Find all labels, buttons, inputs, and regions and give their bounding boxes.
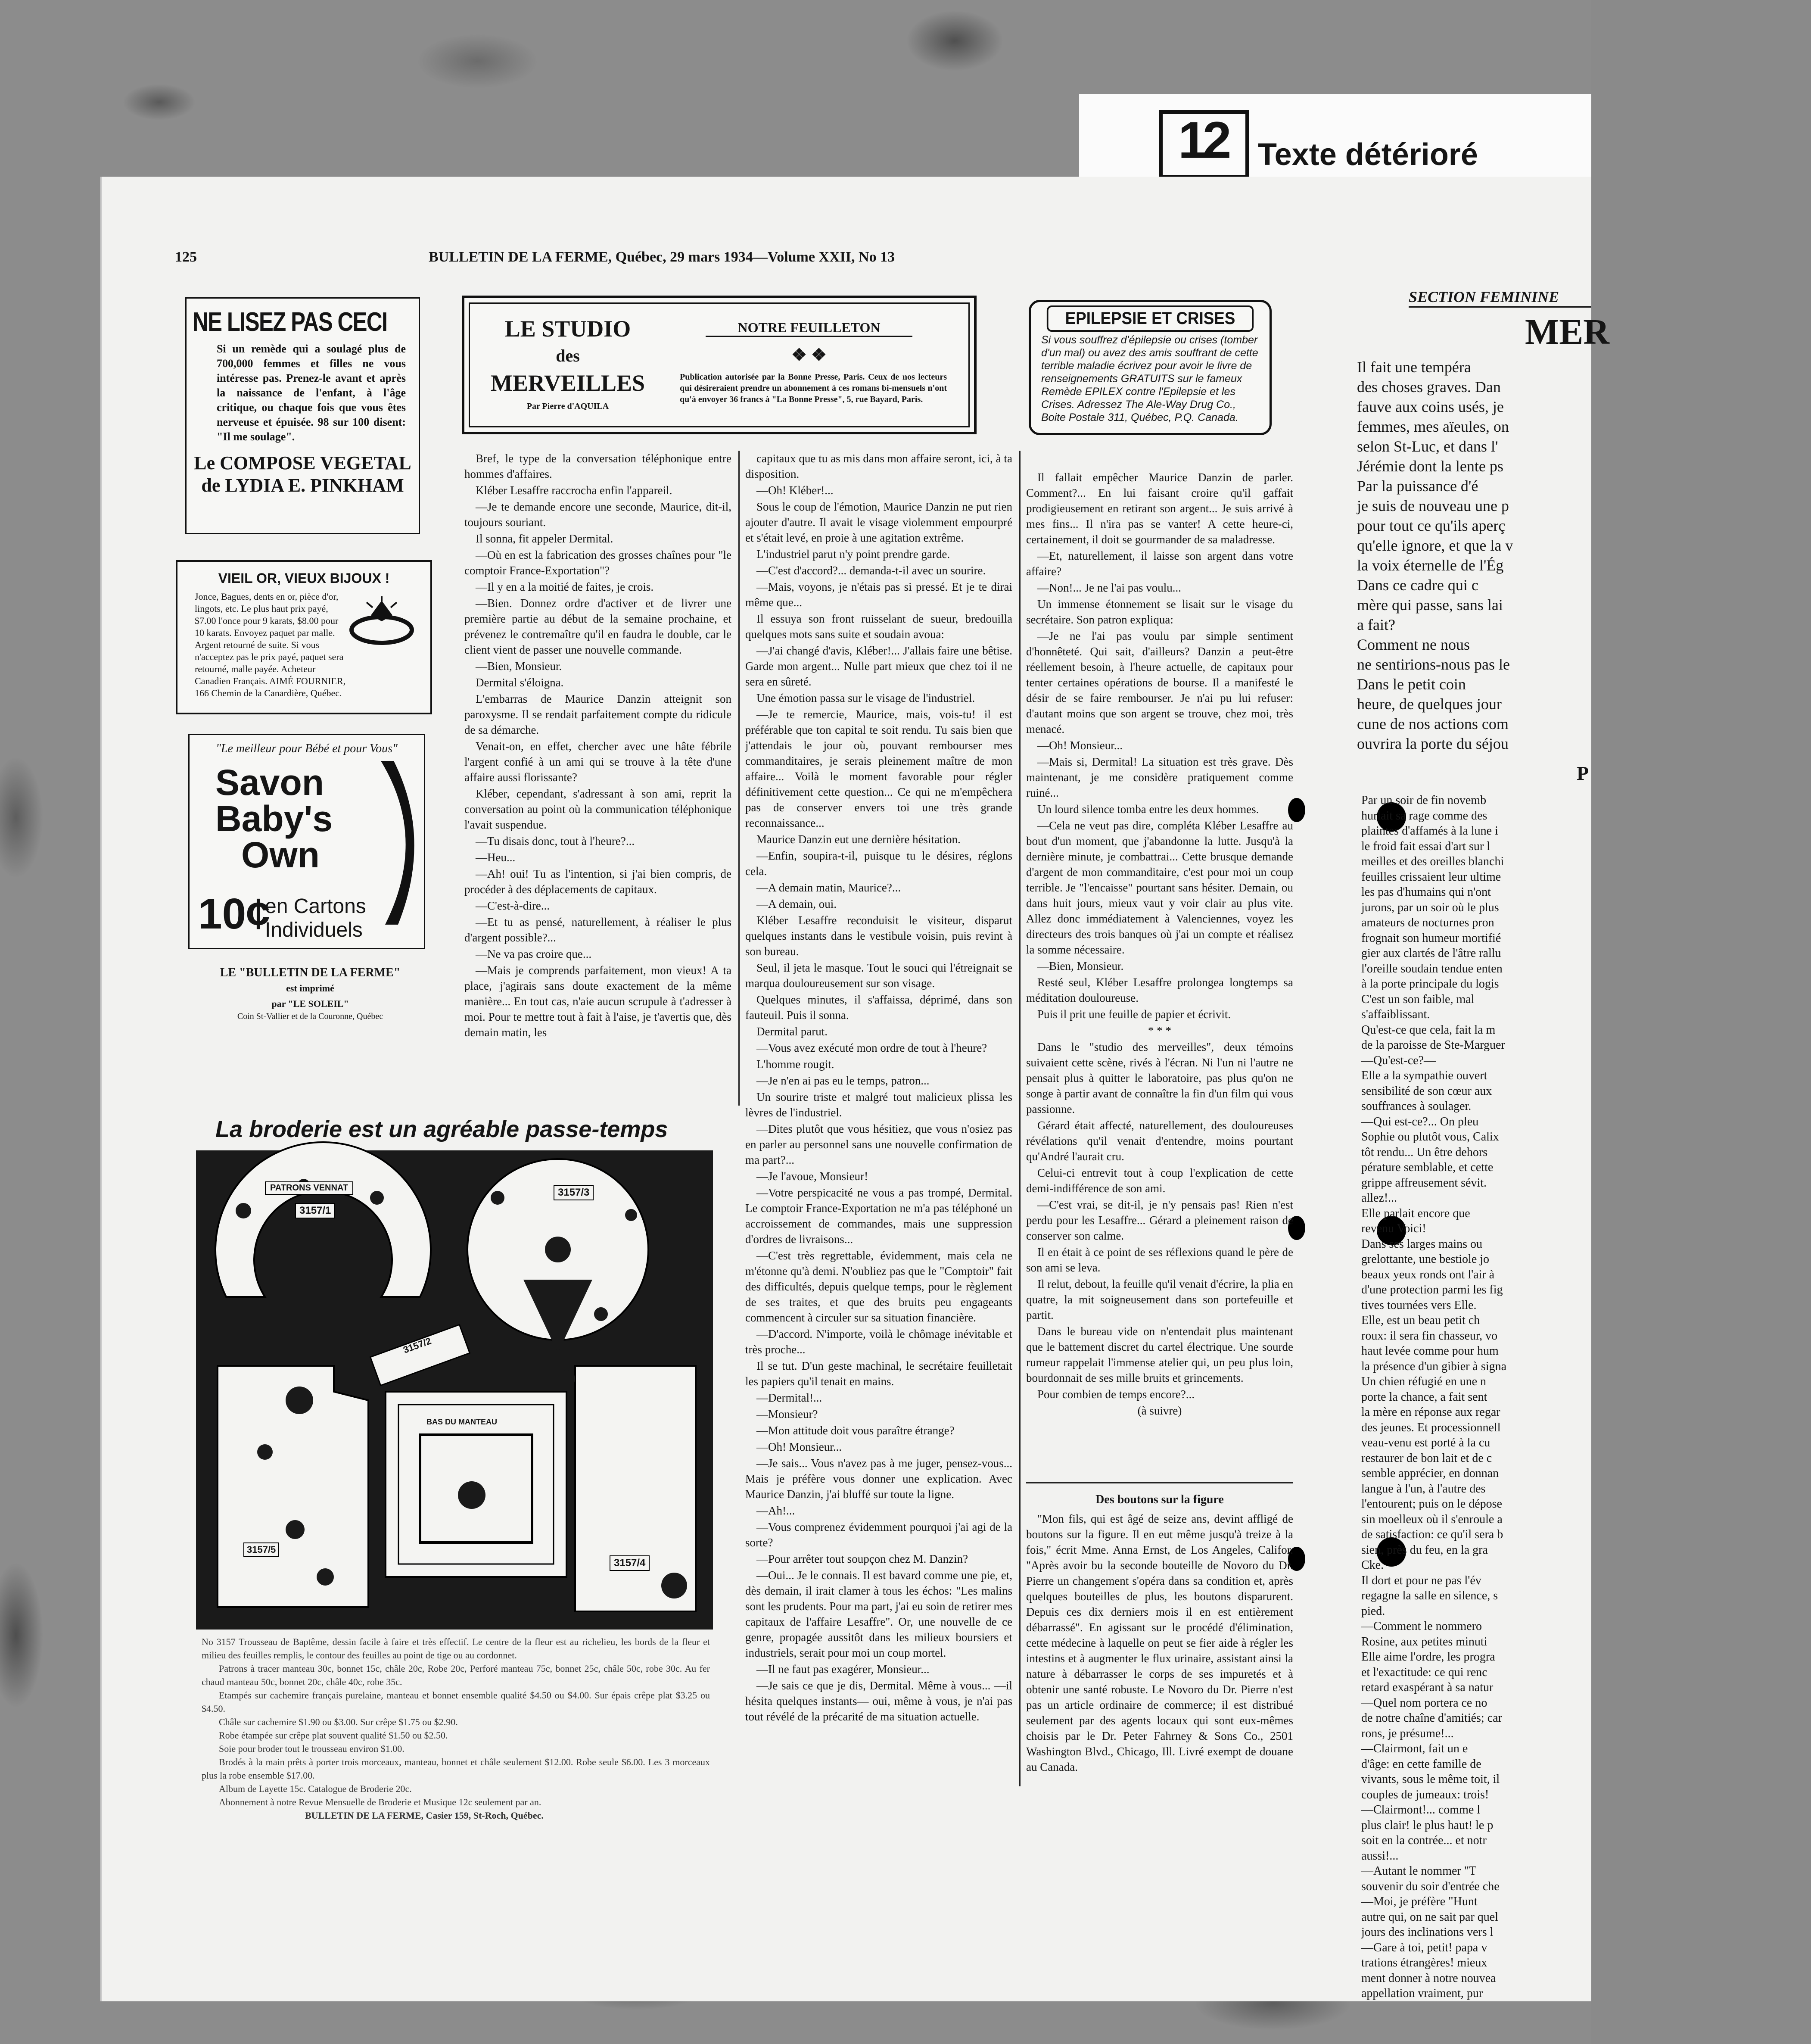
archive-label-text: Texte détérioré [1258, 137, 1478, 172]
paragraph: Par la puissance d'é [1357, 477, 1478, 495]
paragraph: Il relut, debout, la feuille qu'il venait d'écrire, la plia en quatre, la mit soigneusement dans son portefeuille et partit. [1026, 1278, 1293, 1321]
paragraph: Il se tut. D'un geste machinal, le secrétaire feuilletait les papiers qu'il tenait en mains. [745, 1359, 1012, 1388]
serial-title-1: LE STUDIO [504, 316, 631, 342]
paragraph: cune de nos actions com [1357, 715, 1509, 732]
serial-author: Par Pierre d'AQUILA [526, 402, 609, 411]
paragraph: vivants, sous le même toit, il [1361, 1773, 1500, 1786]
paragraph: Dermital s'éloigna. [476, 676, 564, 689]
paragraph: Elle parlait encore que [1361, 1206, 1470, 1220]
paragraph: les pas d'humains qui n'ont [1361, 885, 1491, 899]
paragraph: a fait? [1357, 616, 1395, 633]
paragraph: —Vous comprenez évidemment pourquoi j'ai agi de la sorte? [745, 1521, 1012, 1549]
feminine-story [1361, 793, 1603, 2001]
paragraph: feuilles crissaient leur ultime [1361, 870, 1501, 884]
ad-or-headline: VIEIL OR, VIEUX BIJOUX ! [218, 570, 390, 586]
boutons-rule [1026, 1482, 1293, 1483]
ad-savon-line1: Savon [215, 762, 324, 803]
ad-savon [188, 734, 425, 949]
paragraph: Comment ne nous [1357, 636, 1470, 653]
serial-column-2 [745, 451, 1012, 1725]
paragraph: Maurice Danzin eut une dernière hésitation. [756, 833, 961, 846]
paragraph: —C'est très regrettable, évidemment, mais cela ne m'étonne qu'à demi. N'oubliez pas que le "Comptoir" fait des difficultés, depuis quelque temps, pour le règlement de ses traites, et que des bruits peu engageants commencent à circuler sur sa situation financière. [745, 1249, 1012, 1324]
paragraph: —Oh! Monsieur... [756, 1440, 842, 1453]
paragraph: frognait son humeur mortifié [1361, 931, 1501, 945]
paragraph: des jeunes. Et processionnell [1361, 1421, 1501, 1434]
paragraph: —Mais, voyons, je n'étais pas si pressé. Et je te dirai même que... [745, 580, 1012, 609]
serial-column-3 [1026, 470, 1293, 1419]
paragraph: —Bien, Monsieur. [476, 660, 562, 673]
paragraph: —Il ne faut pas exagérer, Monsieur... [756, 1663, 930, 1676]
paragraph: Jérémie dont la lente ps [1357, 458, 1503, 475]
feminine-column-clip [1357, 358, 1591, 1999]
paragraph: à la porte principale du logis [1361, 977, 1499, 991]
paragraph: ment donner à notre nouvea [1361, 1971, 1496, 1985]
paragraph: —Dermital!... [756, 1391, 822, 1404]
imprint-line4: Coin St-Vallier et de la Couronne, Québec [237, 1012, 383, 1021]
paragraph: Celui-ci entrevit tout à coup l'explication de cette demi-indifférence de son ami. [1026, 1166, 1293, 1195]
paragraph: retard exaspérant à sa natur [1361, 1681, 1494, 1694]
paragraph: C'est un son faible, mal [1361, 992, 1475, 1006]
paragraph: roux: il sera fin chasseur, vo [1361, 1329, 1498, 1343]
pattern-number: 3157/4 [610, 1555, 650, 1571]
paragraph: —Pour arrêter tout soupçon chez M. Danzin? [756, 1552, 968, 1565]
paragraph: Un sourire triste et malgré tout malicieux plissa les lèvres de l'industriel. [745, 1091, 1012, 1119]
paragraph: —Ah!... [756, 1504, 795, 1517]
paragraph: l'entourent; puis on le dépose [1361, 1497, 1502, 1511]
paragraph: —Non!... Je ne l'ai pas voulu... [1037, 581, 1182, 594]
paragraph: beaux yeux ronds ont l'air à [1361, 1268, 1495, 1281]
paragraph: plus clair! le plus haut! le p [1361, 1818, 1494, 1832]
paragraph: trations étrangères! mieux [1361, 1956, 1487, 1969]
paragraph: —Autant le nommer "T [1361, 1864, 1477, 1878]
paragraph: —A demain, oui. [756, 897, 837, 910]
paragraph: —Où en est la fabrication des grosses chaînes pour "le comptoir France-Exportation"? [464, 548, 731, 577]
imprint-line1: LE "BULLETIN DE LA FERME" [220, 966, 401, 979]
caption-line: Album de Layette 15c. Catalogue de Broderie 20c. [219, 1783, 412, 1794]
serial-title-3: MERVEILLES [490, 370, 645, 396]
paragraph: qu'elle ignore, et que la v [1357, 537, 1513, 554]
paragraph: —Ah! oui! Tu as l'intention, si j'ai bien compris, de procéder à des déplacements de capitaux. [464, 867, 731, 896]
damaged-text-logo-icon: 12 [1159, 110, 1249, 179]
paragraph: —Qu'est-ce?— [1361, 1053, 1436, 1067]
paragraph: Sous le coup de l'émotion, Maurice Danzin ne put rien ajouter d'autre. Il avait le visage violemment empourpré et s'était levé, en proie à une agitation extrême. [745, 500, 1012, 544]
paragraph: tives tournées vers Elle. [1361, 1298, 1477, 1312]
paragraph: allez!... [1361, 1191, 1397, 1205]
paragraph: regagne la salle en silence, s [1361, 1589, 1498, 1602]
paragraph: soit en la contrée... et notr [1361, 1834, 1487, 1847]
paragraph: —Il y en a la moitié de faites, je crois. [476, 580, 654, 593]
paragraph: hurlait sa rage comme des [1361, 809, 1487, 823]
paragraph: langue à l'un, à l'autre des [1361, 1482, 1486, 1496]
boutons-title: Des boutons sur la figure [1095, 1493, 1224, 1506]
paragraph: sin moelleux où il s'enroule a [1361, 1512, 1503, 1526]
paragraph: Pour combien de temps encore?... [1037, 1388, 1195, 1401]
paragraph: Quelques minutes, il s'affaissa, déprimé, dans son fauteuil. Puis il sonna. [745, 993, 1012, 1022]
paragraph: mère qui passe, sans lai [1357, 596, 1503, 614]
paragraph: grippe affreusement sévit. [1361, 1176, 1487, 1190]
paragraph: —Et, naturellement, il laisse son argent dans votre affaire? [1026, 549, 1293, 578]
paragraph: Dans le bureau vide on n'entendait plus maintenant que le battement discret du cartel électrique. Une sourde rumeur rappelait l'immense atelier qui, un peu plus loin, bourdonnait de ses mille bruits et grincements. [1026, 1325, 1293, 1384]
ad-savon-price: 10¢ [198, 890, 270, 938]
swoosh-icon [372, 761, 424, 925]
imprint [181, 965, 439, 1022]
serial-title-2: des [556, 346, 580, 365]
paragraph: —C'est-à-dire... [476, 899, 550, 912]
paragraph: —Comment le nommero [1361, 1620, 1482, 1633]
serial-ornament-icon: ❖ ❖ [791, 345, 827, 365]
paragraph: aussi!... [1361, 1849, 1399, 1863]
caption-line: Abonnement à notre Revue Mensuelle de Broderie et Musique 12c seulement par an. [219, 1797, 541, 1807]
paragraph: l'oreille soudain tendue enten [1361, 962, 1503, 975]
paragraph: des choses graves. Dan [1357, 378, 1501, 396]
paragraph: Venait-on, en effet, chercher avec une hâte fébrile l'argent confié à un ami qui se trouve à la tête d'une affaire aussi florissante? [464, 740, 731, 784]
paragraph: semble apprécier, en donnan [1361, 1467, 1499, 1480]
imprint-line3: par "LE SOLEIL" [271, 998, 349, 1009]
paragraph: haut levée comme pour hum [1361, 1344, 1499, 1358]
paragraph: —Vous avez exécuté mon ordre de tout à l'heure? [756, 1041, 987, 1054]
ad-savon-line3: Own [241, 835, 320, 875]
paragraph: jours des inclinations vers l [1361, 1926, 1494, 1939]
paragraph: porte la chance, a fait sent [1361, 1390, 1487, 1404]
paragraph: Un immense étonnement se lisait sur le visage du secrétaire. Son patron expliqua: [1026, 598, 1293, 626]
paragraph: —Mais je comprends parfaitement, mon vieux! A ta place, j'agirais sans doute exactement de la même manière... En tout cas, n'aie aucun scrupule à t'adresser à moi. Pour te mettre tout à fait à l'aise, je t'avertis que, dès demain matin, les [464, 964, 731, 1039]
paragraph: plaintes d'affamés à la lune i [1361, 824, 1498, 838]
paragraph: la présence d'un gibier à signa [1361, 1359, 1507, 1373]
paragraph: de satisfaction: ce qu'il sera b [1361, 1528, 1503, 1541]
paragraph: Il fallait empêcher Maurice Danzin de parler. Comment?... En lui faisant croire qu'il gaffait prodigieusement en retirant son argent... Je suis arrivé à mes fins... Il n'ira pas se vanter! A cette heure-ci, certainement, il doit se gourmander de sa maladresse. [1026, 471, 1293, 546]
paragraph: Il fait une tempéra [1357, 358, 1471, 376]
paragraph: Kléber Lesaffre reconduisit le visiteur, disparut quelques instants dans le vestibule voisin, puis revint à son bureau. [745, 914, 1012, 958]
paragraph: Cke. [1361, 1558, 1384, 1572]
paragraph: Elle a la sympathie ouvert [1361, 1069, 1487, 1082]
paragraph: —Cela ne veut pas dire, compléta Kléber Lesaffre au bout d'un moment, que j'abandonne la lutte. Jusqu'à la dernière minute, je combattrai... Cette brusque demande d'argent de mon commanditaire, c'est pour moi un coup terrible. Je "l'encaisse" pourtant sans hésiter. Demain, ou dans huit jours, mieux vaut y voir clair au plus vite. Allez donc immédiatement à Valenciennes, voyez les directeurs des trois banques où j'ai un compte et réalisez la somme nécessaire. [1026, 819, 1293, 956]
paragraph: Dans le petit coin [1357, 676, 1466, 693]
paragraph: souvenir du soir d'entrée che [1361, 1879, 1500, 1893]
ad-pinkham-body: Si un remède qui a soulagé plus de 700,000 femmes et filles ne vous intéresse pas. Prenez-le avant et après la naissance de l'enfant, à l'âge critique, ou chaque fois que vous êtes nerveuse et épuisée. 98 sur 100 disent: "Il me soulage". [217, 343, 406, 443]
paragraph: d'une protection parmi les fig [1361, 1283, 1503, 1296]
ad-savon-line2: Baby's [215, 798, 333, 839]
label-patrons: PATRONS VENNAT [265, 1181, 353, 1195]
paragraph: Rosine, aux petites minuti [1361, 1635, 1487, 1648]
paragraph: sensibilité de son cœur aux [1361, 1084, 1492, 1098]
feminine-intro [1357, 358, 1598, 753]
paragraph: —Heu... [476, 851, 516, 864]
paragraph: Dans le "studio des merveilles", deux témoins suivaient cette scène, rivés à l'écran. Ni l'un ni l'autre ne pensait plus à quitter le laboratoire, pas plus qu'on ne songe à partir avant de connaître la fin d'un film qui vous passionne. [1026, 1041, 1293, 1115]
paragraph: —Ne va pas croire que... [476, 947, 592, 960]
paragraph: s'affaiblissant. [1361, 1008, 1430, 1021]
boutons-body: "Mon fils, qui est âgé de seize ans, devint affligé de boutons sur la figure. Il en eut même jusqu'à treize à la fois," écrit Mme. Anna Ernst, de Los Angeles, Califor. "Après avoir bu la seconde bouteille de Novoro du Dr. Pierre un changement s'opéra dans sa condition et, après quelques bouteilles de plus, les boutons disparurent. Depuis ces dix derniers mois il en est entièrement débarrassé". En agissant sur le procédé d'élimination, cette médecine à laquelle on peut se fier aide à régler les intestins et à augmenter le flux urinaire, assistant ainsi la nature à débarrasser le corps de ses impuretés et à obtenir une santé robuste. Le Novoro du Dr. Pierre n'est pas un article ordinaire de commerce; il est distribué seulement par des agents locaux qui sont eux-mêmes choisis par le Dr. Peter Fahrney & Sons Co., 2501 Washington Blvd., Chicago, Ill. Livré exempt de douane au Canada. [1026, 1512, 1293, 1773]
paragraph: Sophie ou plutôt vous, Calix [1361, 1130, 1499, 1144]
paragraph: —J'ai changé d'avis, Kléber!... J'allais faire une bêtise. Garde mon argent... Nulle part mieux que chez toi il ne sera en sûreté. [745, 644, 1012, 688]
serial-feuilleton-label: NOTRE FEUILLETON [706, 320, 912, 337]
paragraph: —Clairmont!... comme l [1361, 1803, 1481, 1817]
paragraph: Dermital parut. [756, 1025, 828, 1038]
paragraph: —Oui... Je le connais. Il est bavard comme une pie, et, dès demain, il irait clamer à tous les échos: "Les malins sont les prudents. Pour ma part, j'ai eu soin de retirer mes capitaux de l'affaire Lesaffre". Or, une nouvelle de ce genre, propagée aussitôt dans les milieux boursiers et industriels, serait pour moi un coup mortel. [745, 1569, 1012, 1659]
caption-line: Brodés à la main prêts à porter trois morceaux, manteau, bonnet et châle seulement $12.00. Robe seule $6.00. Les 3 morceaux plus la robe ensemble $17.00. [202, 1757, 710, 1781]
paragraph: —Et tu as pensé, naturellement, à réaliser le plus d'argent possible?... [464, 916, 731, 944]
paragraph: appellation vraiment, pur [1361, 1987, 1483, 2000]
caption-line: No 3157 Trousseau de Baptême, dessin facile à faire et très effectif. Le centre de la fleur est au richelieu, les bords de la fleur et milieu des feuilles remplis, le contour des feuilles au point de tige ou au cordonnet. [202, 1636, 710, 1661]
imprint-line2: est imprimé [286, 983, 334, 994]
paragraph: Kléber Lesaffre raccrocha enfin l'appareil. [476, 484, 672, 497]
paragraph: —Oh! Monsieur... [1037, 739, 1123, 752]
paragraph: —D'accord. N'importe, voilà le chômage inévitable et très proche... [745, 1327, 1012, 1356]
paragraph: Il essuya son front ruisselant de sueur, bredouilla quelques mots sans suite et soudain avoua: [745, 612, 1012, 641]
paragraph: fauve aux coins usés, je [1357, 398, 1504, 415]
paragraph: Il en était à ce point de ses réflexions quand le père de son ami se leva. [1026, 1246, 1293, 1274]
paragraph: sien, près du feu, en la gra [1361, 1543, 1488, 1557]
paragraph: L'industriel parut n'y point prendre garde. [756, 548, 950, 561]
pattern-number: 3157/1 [295, 1203, 335, 1218]
ad-pinkham-brand-name: de LYDIA E. PINKHAM [201, 475, 404, 496]
paragraph: je suis de nouveau une p [1357, 497, 1509, 514]
column-rule [1019, 451, 1021, 1786]
paragraph: —Dites plutôt que vous hésitiez, que vous n'osiez pas en parler au personnel sans une nouvelle confirmation de ma part?... [745, 1122, 1012, 1166]
paragraph: Seul, il jeta le masque. Tout le souci qui l'étreignait se marqua douloureusement sur son visage. [745, 961, 1012, 990]
paragraph: —Mais si, Dermital! La situation est très grave. Dès maintenant, je me considère pratiquement comme ruiné... [1026, 755, 1293, 799]
paragraph: —Oh! Kléber!... [756, 484, 834, 497]
paragraph: la voix éternelle de l'Ég [1357, 557, 1504, 574]
broderie-title: La broderie est un agréable passe-temps [215, 1116, 668, 1142]
paragraph: —Je l'avoue, Monsieur! [756, 1170, 868, 1183]
paragraph: —Enfin, soupira-t-il, puisque tu le désires, réglons cela. [745, 849, 1012, 878]
ad-epilepsie-body: Si vous souffrez d'épilepsie ou crises (tomber d'un mal) ou avez des amis souffrant de cette terrible maladie écrivez pour avoir le livre de renseignements GRATUITS sur le fameux Remède EPILEX contre l'Epilepsie et les Crises. Adressez The Ale-Way Drug Co., Boite Postale 311, Québec, P.Q. Canada. [1041, 334, 1258, 424]
paragraph: Kléber, cependant, s'adressant à son ami, reprit la conversation au point où la communication téléphonique l'avait suspendue. [464, 787, 731, 831]
paragraph: * * * [1148, 1024, 1171, 1037]
section-big-title: MER [1525, 312, 1609, 352]
paragraph: revenu Voici! [1361, 1222, 1426, 1235]
paragraph: selon St-Luc, et dans l' [1357, 438, 1498, 455]
paragraph: Une émotion passa sur le visage de l'industriel. [756, 692, 975, 704]
paragraph: —Tu disais donc, tout à l'heure?... [476, 835, 635, 848]
paragraph: —Monsieur? [756, 1408, 818, 1421]
paragraph: pérature semblable, et cette [1361, 1161, 1494, 1174]
caption-line: Etampés sur cachemire français purelaine, manteau et bonnet ensemble qualité $4.50 ou $4.00. Sur épais crêpe plat $3.25 ou $4.50. [202, 1690, 710, 1714]
pattern-number: 3157/3 [554, 1185, 594, 1200]
paragraph: de la paroisse de Ste-Marguer [1361, 1038, 1505, 1052]
paragraph: —Gare à toi, petit! papa v [1361, 1941, 1487, 1954]
paragraph: Gérard était affecté, naturellement, des douloureuses révélations qu'il venait d'entendre, moins pourtant qu'André l'aurait cru. [1026, 1119, 1293, 1163]
paragraph: veau-venu est porté à la cu [1361, 1436, 1490, 1449]
paragraph: meilles et des oreilles blanchi [1361, 855, 1504, 868]
ring-icon [345, 596, 418, 648]
paragraph: pied. [1361, 1604, 1385, 1618]
paragraph: Elle, est un beau petit ch [1361, 1314, 1480, 1327]
paragraph: gier aux clartés de l'âtre rallu [1361, 947, 1501, 960]
paragraph: ouvrira la porte du séjou [1357, 735, 1509, 752]
caption-line: Patrons à tracer manteau 30c, bonnet 15c, châle 20c, Robe 20c, Perforé manteau 75c, bonnet 25c, châle 50c, robe 30c. Au fer chaud manteau 50c, bonnet 20c, châle 40c, robe 35c. [202, 1663, 710, 1687]
paragraph: Dans ses larges mains ou [1361, 1237, 1482, 1251]
paragraph: Bref, le type de la conversation téléphonique entre hommes d'affaires. [464, 452, 731, 480]
caption-line: Soie pour broder tout le trousseau environ $1.00. [219, 1743, 405, 1754]
paragraph: Il dort et pour ne pas l'év [1361, 1574, 1481, 1587]
paragraph: restaurer de bon lait et de c [1361, 1451, 1492, 1465]
ad-pinkham-headline: NE LISEZ PAS CECI [193, 307, 387, 337]
masthead: BULLETIN DE LA FERME, Québec, 29 mars 1934—Volume XXII, No 13 [429, 249, 895, 265]
label-bas-du-manteau: BAS DU MANTEAU [426, 1418, 497, 1426]
paragraph: —Je te demande encore une seconde, Maurice, dit-il, toujours souriant. [464, 500, 731, 529]
paragraph: —Je sais... Vous n'avez pas à me juger, pensez-vous... Mais je préfère vous donner une explication. Avec Maurice Danzin, j'ai bluffé sur toute la ligne. [745, 1457, 1012, 1501]
ad-epilepsie [1029, 300, 1272, 435]
paragraph: —Moi, je préfère "Hunt [1361, 1895, 1478, 1908]
paragraph: Il sonna, fit appeler Dermital. [476, 532, 613, 545]
ad-savon-tagline: "Le meilleur pour Bébé et pour Vous" [216, 742, 398, 755]
paragraph: —Votre perspicacité ne vous a pas trompé, Dermital. Le comptoir France-Exportation ne m'a pas téléphoné un accroissement de commandes, mais une suppression d'ordres de livraisons... [745, 1186, 1012, 1246]
paragraph: tôt rendu... Un être dehors [1361, 1145, 1488, 1159]
ad-or-body: Jonce, Bagues, dents en or, pièce d'or, lingots, etc. Le plus haut prix payé, $7.00 l'once pour 9 karats, $8.00 pour 10 karats. Envoyez paquet par malle. Argent retourné de suite. Si vous n'acceptez pas le prix payé, paquet sera retourné, malle payée. Acheteur Canadien Français. AIMÉ FOURNIER, 166 Chemin de la Canardière, Québec. [195, 591, 346, 698]
paragraph: couples de jumeaux: trois! [1361, 1788, 1489, 1801]
paragraph: —Qui est-ce?... On pleu [1361, 1115, 1479, 1128]
broderie-illustration [196, 1150, 713, 1630]
serial-column-1 [464, 451, 731, 1041]
paragraph: —C'est vrai, se dit-il, je n'y pensais pas! Rien n'est perdu pour les Lesaffre... Gérard a pleinement raison de conserver son calme. [1026, 1198, 1293, 1242]
caption-line: Châle sur cachemire $1.90 ou $3.00. Sur crêpe $1.75 ou $2.90. [219, 1717, 458, 1727]
caption-line: BULLETIN DE LA FERME, Casier 159, St-Roch, Québec. [305, 1810, 544, 1821]
paragraph: —Je n'en ai pas eu le temps, patron... [756, 1074, 930, 1087]
serial-note: Publication autorisée par la Bonne Presse, Paris. Ceux de nos lecteurs qui désireraient prendre un abonnement à ces romans bi-mensuels n'ont qu'à envoyer 36 francs à "La Bonne Presse", 5, rue Bayard, Paris. [680, 372, 947, 404]
section-heading: SECTION FEMININE [1409, 288, 1559, 305]
page-number: 125 [175, 249, 197, 265]
pattern-number: 3157/5 [243, 1542, 279, 1557]
paragraph: L'homme rougit. [756, 1058, 834, 1071]
boutons-article [1026, 1489, 1293, 1776]
ad-pinkham-brand: Le COMPOSE VEGETAL [194, 452, 411, 474]
paragraph: Puis il prit une feuille de papier et écrivit. [1037, 1008, 1231, 1021]
paragraph: —Bien. Donnez ordre d'activer et de livrer une première partie au début de la semaine prochaine, et prévenez le contremaître qu'il en faudra le double, car le client vient de passer une nouvelle commande. [464, 597, 731, 656]
paragraph: de notre chaîne d'amitiés; car [1361, 1711, 1502, 1725]
paragraph: heure, de quelques jour [1357, 695, 1502, 713]
paragraph: L'embarras de Maurice Danzin atteignit son paroxysme. Il se rendait parfaitement compte du ridicule de sa démarche. [464, 692, 731, 736]
caption-line: Robe étampée sur crêpe plat souvent qualité $1.50 ou $2.50. [219, 1730, 448, 1741]
paragraph: Dans ce cadre qui c [1357, 576, 1478, 594]
paragraph: —A demain matin, Maurice?... [756, 881, 901, 894]
broderie-caption [202, 1635, 710, 1822]
paragraph: souffrances à soulager. [1361, 1100, 1472, 1113]
ad-epilepsie-headline: EPILEPSIE ET CRISES [1047, 305, 1254, 332]
paragraph: Elle aime l'ordre, les progra [1361, 1650, 1495, 1664]
serial-header-box [462, 296, 977, 434]
paragraph: amateurs de nocturnes pron [1361, 916, 1494, 929]
paragraph: —Bien, Monsieur. [1037, 960, 1124, 972]
paragraph: Un lourd silence tomba entre les deux hommes. [1037, 803, 1259, 816]
paragraph: rons, je présume!... [1361, 1726, 1454, 1740]
pattern-number: 3157/2 [401, 1335, 433, 1355]
paragraph: —Je sais ce que je dis, Dermital. Même à vous... —il hésita quelques instants— oui, même à vous, je n'ai pas tout révélé de la précarité de ma situation actuelle. [745, 1679, 1012, 1723]
paragraph: et l'exactitude: ce qui renc [1361, 1665, 1487, 1679]
paragraph: ne sentirions-nous pas le [1357, 656, 1510, 673]
paragraph: la mère en réponse aux regar [1361, 1405, 1500, 1419]
paragraph: femmes, mes aïeules, on [1357, 418, 1509, 435]
paragraph: —Clairmont, fait un e [1361, 1742, 1468, 1755]
feminine-drop-title: P [1577, 762, 1589, 784]
column-rule [738, 451, 740, 1106]
paragraph: Resté seul, Kléber Lesaffre prolongea longtemps sa méditation douloureuse. [1026, 976, 1293, 1004]
paragraph: Un chien réfugié en une n [1361, 1375, 1486, 1388]
paragraph: grelottante, une bestiole jo [1361, 1253, 1490, 1266]
ad-pinkham [185, 297, 420, 534]
paragraph: —Je ne l'ai pas voulu par simple sentiment d'honnêteté. Qui sait, d'ailleurs? Danzin a peut-être réellement besoin, à l'heure actuelle, de capitaux pour tenter certaines opérations de bourse. Il a manifesté le désir de se faire rembourser. Je n'ai pu lui refuser: d'autant moins que son argent se trouve, chez moi, très menacé. [1026, 629, 1293, 735]
paragraph: le froid fait essai d'art sur l [1361, 839, 1490, 853]
paragraph: pour tout ce qu'ils aperç [1357, 517, 1506, 534]
paragraph: jurons, par un soir où le plus [1361, 900, 1499, 914]
paragraph: —Je te remercie, Maurice, mais, vois-tu! il est préférable que ton capital te soit rendu. Tu sais bien que j'attendais le jour où, pouvant rembourser mes commanditaires, je serais pleinement maître de mon affaire... Voilà le moment favorable pour régler définitivement cette question... Ce qui ne m'empêchera pas de conserver envers toi une très grande reconnaissance... [745, 708, 1012, 829]
paragraph: autre qui, on ne sait par quel [1361, 1910, 1499, 1924]
section-rule [1409, 306, 1591, 308]
ad-savon-pack2: Individuels [265, 919, 363, 941]
paragraph: (à suivre) [1137, 1404, 1182, 1417]
ad-savon-pack1: en Cartons [265, 895, 366, 918]
paragraph: d'âge: en cette famille de [1361, 1757, 1481, 1771]
paragraph: —Mon attitude doit vous paraître étrange? [756, 1424, 955, 1437]
paragraph: Par un soir de fin novemb [1361, 794, 1487, 807]
paragraph: capitaux que tu as mis dans mon affaire seront, ici, à ta disposition. [745, 452, 1012, 480]
ad-vieil-or [176, 560, 432, 714]
paragraph: Qu'est-ce que cela, fait la m [1361, 1023, 1496, 1037]
paragraph: —Quel nom portera ce no [1361, 1696, 1487, 1710]
paragraph: —C'est d'accord?... demanda-t-il avec un sourire. [756, 564, 986, 577]
